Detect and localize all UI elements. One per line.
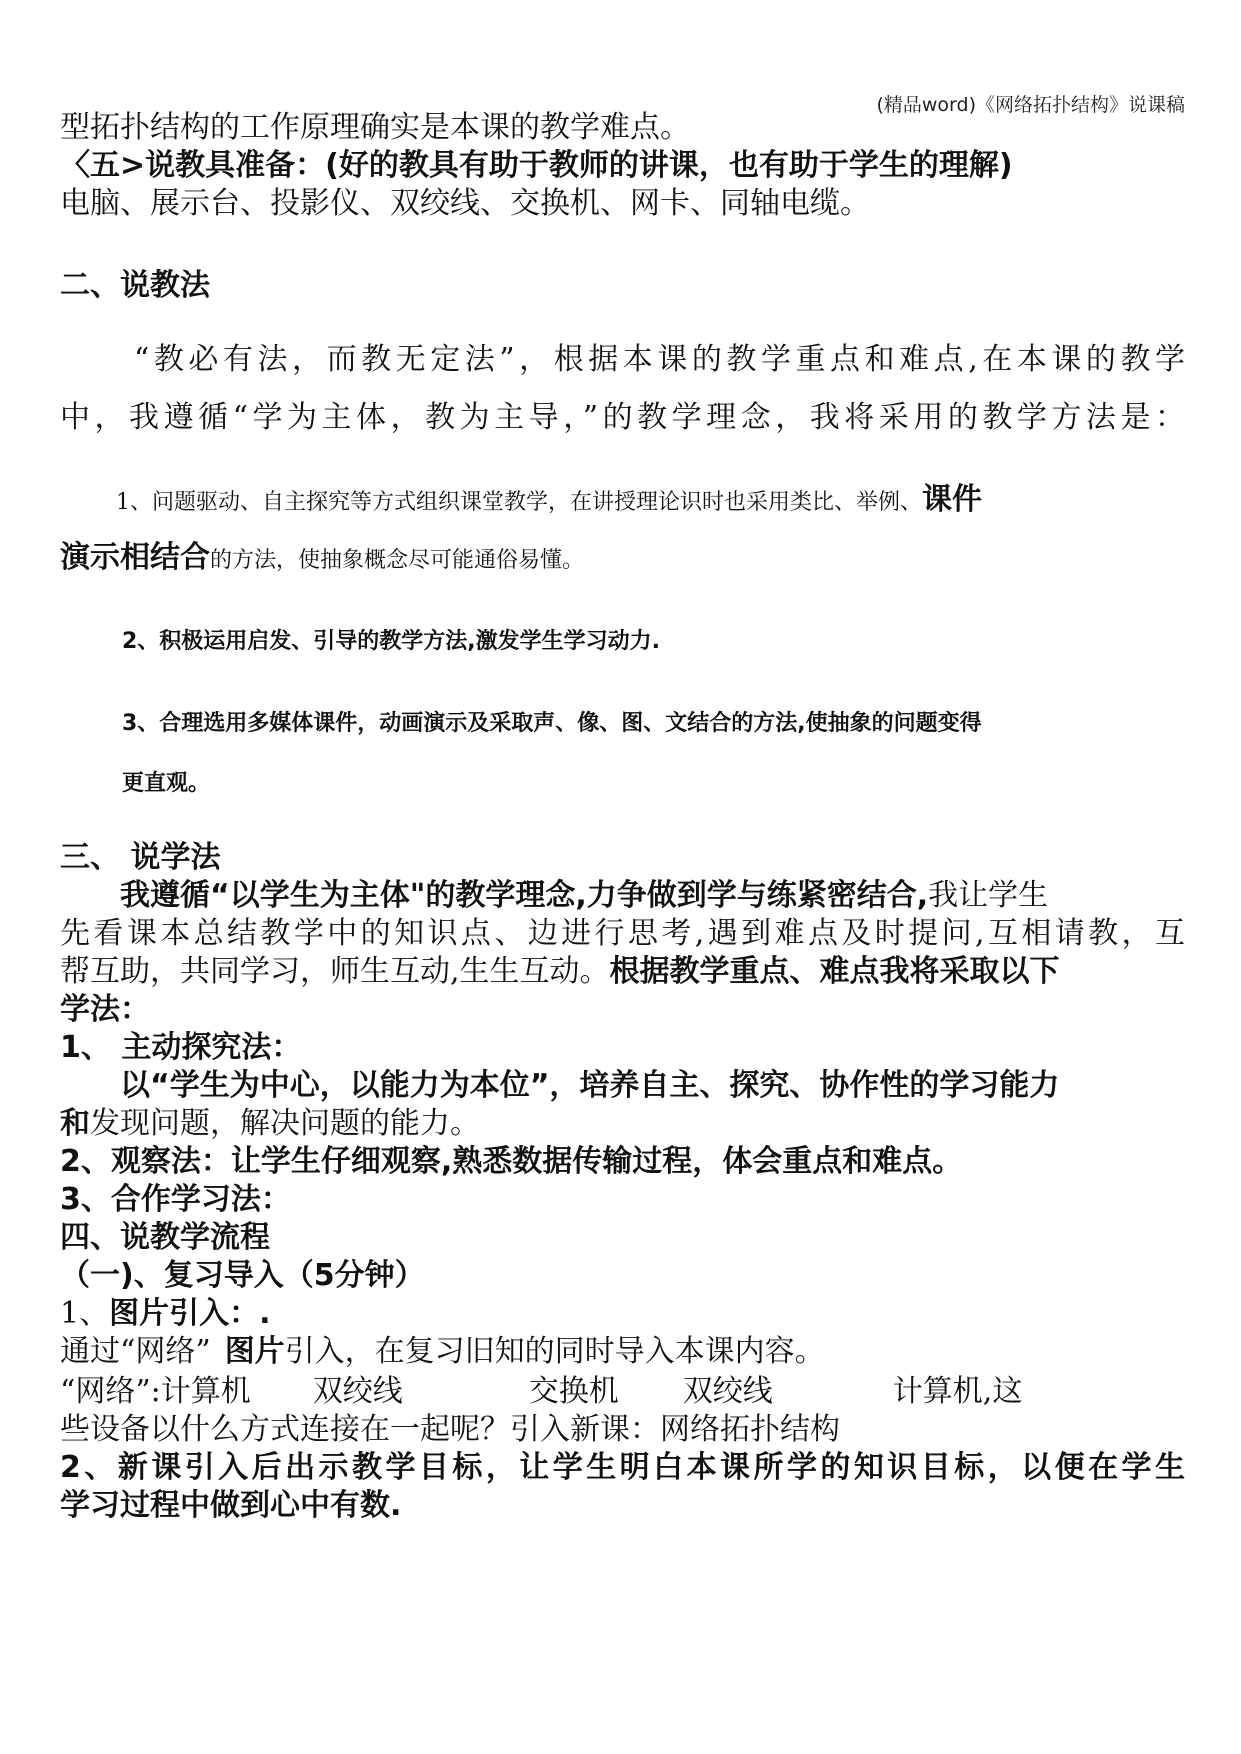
method-item-1-cont	[60, 538, 1185, 581]
method-item-3-cont: 更直观。	[122, 771, 211, 796]
method-text: 的方法，使抽象概念尽可能通俗易懂。	[210, 548, 585, 573]
device-text: 计算机,这	[892, 1374, 1023, 1409]
paragraph-line	[60, 952, 1185, 992]
subsection-heading-review: （一)、复习导入（5分钟）	[60, 1258, 425, 1293]
item-number: 1、	[60, 1296, 110, 1331]
section-heading-teaching-process: 四、说教学流程	[60, 1220, 270, 1255]
emphasis-text: 图片	[224, 1334, 285, 1369]
section-heading-teaching-method: 二、说教法	[60, 268, 210, 303]
paragraph-line: 些设备以什么方式连接在一起呢？引入新课：网络拓扑结构	[60, 1412, 840, 1447]
process-item-1	[60, 1294, 1185, 1334]
paragraph-line	[60, 1332, 1185, 1372]
network-devices-line	[60, 1372, 1185, 1412]
paragraph-line: 先看课本总结教学中的知识点、边进行思考,遇到难点及时提问,互相请教，互	[60, 916, 1185, 951]
method-item-3: 3、合理选用多媒体课件，动画演示及采取声、像、图、文结合的方法,使抽象的问题变得	[122, 711, 982, 736]
plain-text: 我让学生	[928, 878, 1049, 913]
paragraph-line: “教必有法，而教无定法”，根据本课的教学重点和难点,在本课的教学	[134, 342, 1185, 377]
device-text: “网络”:计算机	[60, 1374, 251, 1409]
device-text: 双绞线	[682, 1374, 773, 1409]
learning-method-3: 3、合作学习法：	[60, 1182, 291, 1217]
learning-method-1: 1、 主动探究法：	[60, 1030, 302, 1065]
section-heading-tools: 〈五>说教具准备：(好的教具有助于教师的讲课，也有助于学生的理解)	[60, 148, 1013, 183]
learning-method-2: 2、观察法：让学生仔细观察,熟悉数据传输过程，体会重点和难点。	[60, 1144, 963, 1179]
paragraph-line	[60, 1104, 1185, 1144]
paragraph-line: 以“学生为中心，以能力为本位”，培养自主、探究、协作性的学习能力	[120, 1068, 1060, 1103]
process-item-2-cont: 学习过程中做到心中有数.	[60, 1488, 402, 1523]
process-item-2: 2、新课引入后出示教学目标，让学生明白本课所学的知识目标，以便在学生	[60, 1450, 1185, 1485]
method-item-1	[60, 480, 1185, 523]
emphasis-text: 我遵循“以学生为主体"的教学理念,力争做到学与练紧密结合,	[120, 878, 929, 913]
paragraph-line	[60, 876, 1185, 916]
item-title: 图片引入：.	[109, 1296, 271, 1331]
paragraph-line: 学法：	[60, 992, 150, 1027]
device-text: 双绞线	[312, 1374, 403, 1409]
method-text: 1、问题驱动、自主探究等方式组织课堂教学，在讲授理论识时也采用类比、举例、	[116, 490, 922, 515]
device-text: 交换机	[528, 1374, 619, 1409]
text-line: 电脑、展示台、投影仪、双绞线、交换机、网卡、同轴电缆。	[60, 186, 870, 221]
emphasis-text: 根据教学重点、难点我将采取以下	[609, 954, 1060, 989]
plain-text: 发现问题，解决问题的能力。	[90, 1106, 480, 1141]
paragraph-line: 中，我遵循“学为主体，教为主导，”的教学理念，我将采用的教学方法是：	[60, 400, 1185, 435]
method-emphasis: 课件	[922, 482, 982, 517]
method-item-2: 2、积极运用启发、引导的教学方法,激发学生学习动力.	[122, 629, 661, 654]
section-heading-learning-method: 三、 说学法	[60, 840, 221, 875]
page-header: (精品word)《网络拓扑结构》说课稿	[876, 94, 1185, 116]
plain-text: 帮互助，共同学习，师生互动,生生互动。	[60, 954, 610, 989]
plain-text: 通过“网络”	[60, 1334, 211, 1369]
method-emphasis: 演示相结合	[60, 540, 210, 575]
emphasis-text: 和	[60, 1106, 90, 1141]
text-line: 型拓扑结构的工作原理确实是本课的教学难点。	[60, 110, 690, 145]
plain-text: 引入，在复习旧知的同时导入本课内容。	[284, 1334, 825, 1369]
